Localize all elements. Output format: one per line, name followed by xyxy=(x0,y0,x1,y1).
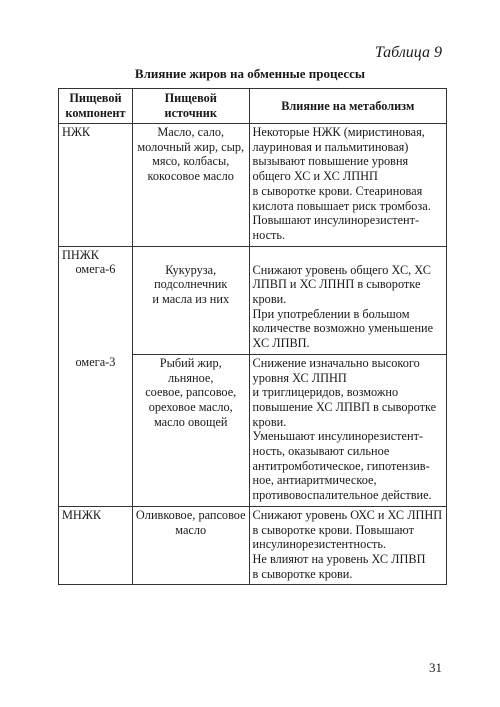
fats-metabolism-table xyxy=(58,88,447,585)
table-row-nzhk xyxy=(59,124,447,247)
table-row-pnzhk-omega6 xyxy=(59,246,447,354)
cell-component: МНЖК xyxy=(59,506,133,585)
cell-component: ПНЖК омега-6 xyxy=(59,246,133,354)
page-number: 31 xyxy=(429,660,442,675)
header-component: Пищевой компонент xyxy=(59,89,133,124)
cell-effect: Снижают уровень общего ХС, ХС ЛПВП и ХС ЛПНП в сыворотке крови. При употреблении в большом количестве возможно уменьшение ХС ЛПВП. xyxy=(249,246,446,354)
cell-effect: Некоторые НЖК (миристиновая, лауриновая и пальмитиновая) вызывают повышение уровня общего ХС и ХС ЛПНП в сыворотке крови. Стеариновая кислота повышает риск тромбоза. Повышают инсулинорезистент- ность. xyxy=(249,124,446,247)
table-row-omega3 xyxy=(59,354,447,506)
cell-effect: Снижают уровень ОХС и ХС ЛПНП в сыворотке крови. Повышают инсулинорезистентность. Не влияют на уровень ХС ЛПВП в сыворотке крови. xyxy=(249,506,446,585)
table-header-row xyxy=(59,89,447,124)
cell-source: Оливковое, рапсовое масло xyxy=(132,506,249,585)
cell-effect: Снижение изначально высокого уровня ХС ЛПНП и триглицеридов, возможно повышение ХС ЛПВП в сыворотке крови. Уменьшают инсулинорезистент- ность, оказывают сильное антитромботическое, гипотензив- ное, антиаритмическое, противовоспалительное действие. xyxy=(249,354,446,506)
cell-component: НЖК xyxy=(59,124,133,247)
table-label: Таблица 9 xyxy=(374,44,442,61)
cell-component: омега-3 xyxy=(59,354,133,506)
cell-source: Рыбий жир, льняное, соевое, рапсовое, ореховое масло, масло овощей xyxy=(132,354,249,506)
table-title: Влияние жиров на обменные процессы xyxy=(134,66,366,81)
cell-source: Масло, сало, молочный жир, сыр, мясо, колбасы, кокосовое масло xyxy=(132,124,249,247)
subcomponent-omega6: омега-6 xyxy=(75,262,116,277)
table-row-mnzhk xyxy=(59,506,447,585)
header-effect: Влияние на метаболизм xyxy=(249,89,446,124)
header-source: Пищевой источник xyxy=(132,89,249,124)
cell-source: Кукуруза, подсолнечник и масла из них xyxy=(132,246,249,354)
